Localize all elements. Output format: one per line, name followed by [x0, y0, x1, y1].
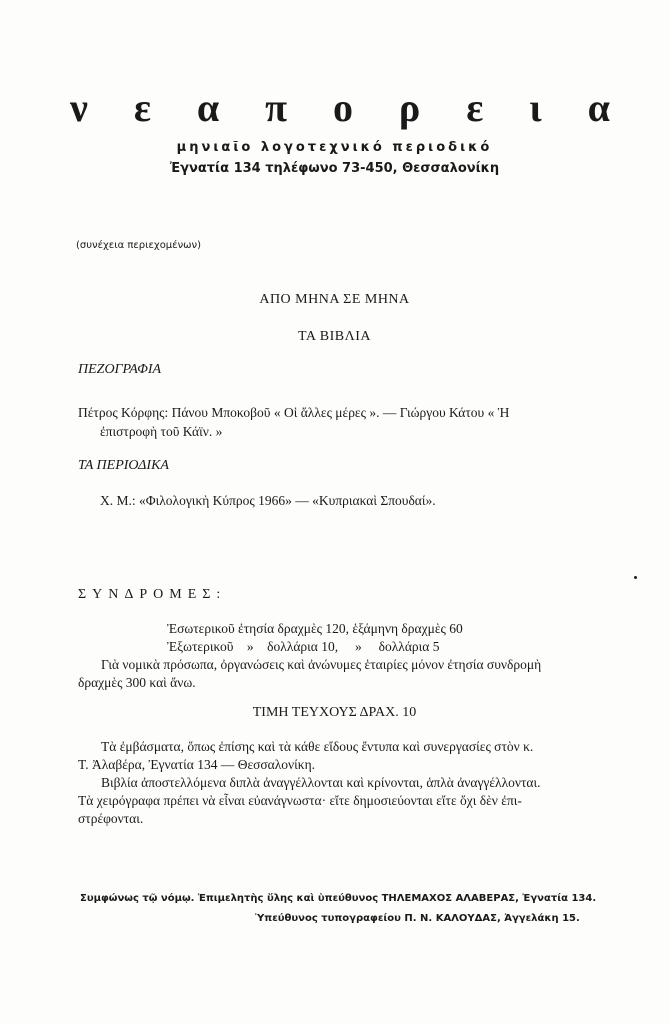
masthead-letter: α [196, 85, 220, 130]
section-heading-books: ΤΑ ΒΙΒΛΙΑ [297, 329, 372, 344]
subscriptions-line: Ἐξωτερικοῦ » δολλάρια 10, » δολλάρια 5 [167, 639, 440, 654]
notes-line: στρέφονται. [78, 811, 144, 826]
masthead-letter: ν [70, 85, 88, 130]
subscriptions-heading: ΣΥΝΔΡΟΜΕΣ: [78, 587, 227, 602]
masthead-letter: π [265, 85, 288, 130]
prose-entry-line: ἐπιστροφὴ τοῦ Κάϊν. » [100, 424, 223, 439]
notes-line: Τὰ χειρόγραφα πρέπει νὰ εἶναι εὐανάγνωστα· εἴτε δημοσιεύονται εἴτε ὄχι δὲν ἐπι- [78, 793, 522, 808]
masthead-letter: ε [466, 85, 484, 130]
prose-entry-line: Πέτρος Κόρφης: Πάνου Μποκοβοῦ « Οἱ ἄλλες μέρες ». — Γιώργου Κάτου « Ἡ [78, 405, 510, 420]
issue-price: ΤΙΜΗ ΤΕΥΧΟΥΣ ΔΡΑΧ. 10 [252, 705, 417, 720]
subscriptions-line: δραχμὲς 300 καὶ ἄνω. [78, 675, 196, 690]
notes-line: Βιβλία ἀποστελλόμενα διπλὰ ἀναγγέλλονται καὶ κρίνονται, ἁπλὰ ἀναγγέλλονται. [101, 775, 541, 790]
subscriptions-line: Ἐσωτερικοῦ ἐτησία δραχμὲς 120, ἑξάμηνη δραχμὲς 60 [167, 621, 463, 636]
masthead-letter: ο [332, 85, 353, 130]
masthead-letter: ι [529, 85, 542, 130]
prose-heading: ΠΕΖΟΓΡΑΦΙΑ [78, 362, 162, 377]
footer-legal-line: Συμφώνως τῷ νόμῳ. Ἐπιμελητὴς ὕλης καὶ ὑπεύθυνος ΤΗΛΕΜΑΧΟΣ ΑΛΑΒΕΡΑΣ, Ἐγνατία 134. [80, 893, 597, 904]
masthead-title [70, 85, 610, 130]
section-heading-month: ΑΠΟ ΜΗΝΑ ΣΕ ΜΗΝΑ [259, 292, 410, 307]
stray-dot [634, 576, 637, 579]
masthead-subtitle: μηνιαῖο λογοτεχνικό περιοδικό [176, 140, 493, 155]
subscriptions-line: Γιὰ νομικὰ πρόσωπα, ὀργανώσεις καὶ ἀνώνυμες ἑταιρίες μόνον ἐτησία συνδρομὴ [101, 657, 542, 672]
notes-line: Τὰ ἐμβάσματα, ὅπως ἐπίσης καὶ τὰ κάθε εἴδους ἔντυπα καὶ συνεργασίες στὸν κ. [101, 739, 534, 754]
masthead-letter: ε [133, 85, 151, 130]
notes-line: Τ. Ἀλαβέρα, Ἐγνατία 134 — Θεσσαλονίκη. [78, 757, 316, 772]
periodicals-heading: ΤΑ ΠΕΡΙΟΔΙΚΑ [78, 458, 169, 473]
masthead-address: Ἐγνατία 134 τηλέφωνο 73-450, Θεσσαλονίκη [169, 161, 500, 176]
footer-printer-line: Ὑπεύθυνος τυπογραφείου Π. Ν. ΚΑΛΟΥΔΑΣ, Ἀγγελάκη 15. [255, 913, 580, 924]
masthead-letter: ρ [398, 85, 421, 130]
continuation-note: (συνέχεια περιεχομένων) [76, 240, 202, 251]
periodicals-entry-line: Χ. Μ.: «Φιλολογικὴ Κύπρος 1966» — «Κυπριακαὶ Σπουδαί». [100, 493, 436, 508]
masthead-letter: α [587, 85, 610, 130]
